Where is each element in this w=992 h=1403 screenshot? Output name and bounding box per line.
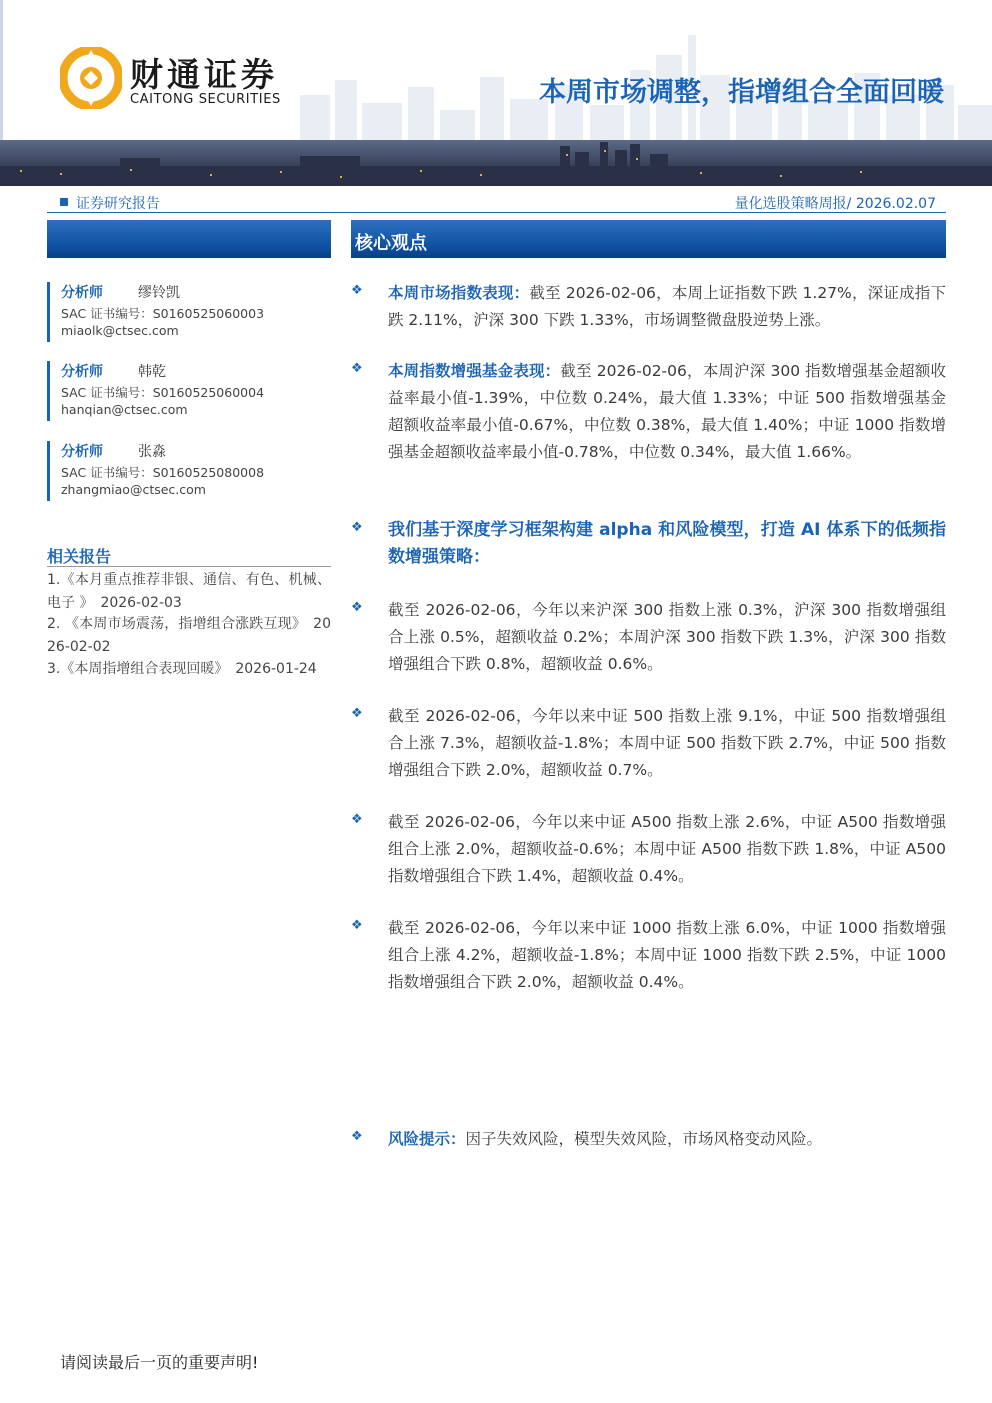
- report-type-text: 证券研究报告: [76, 196, 160, 212]
- analyst-email[interactable]: zhangmiao@ctsec.com: [61, 482, 206, 497]
- point-body: 截至 2026-02-06，本周沪深 300 指数增强基金超额收益率最小值-1.39%，中位数 0.24%，最大值 1.33%；中证 500 指数增强基金超额收益率最小值-0.67%，中位数 0.38%，最大值 1.40%；中证 1000 指数增强基金超额收益率最小值-0.78%，中位数 0.34%，最大值 1.66%。: [388, 362, 946, 461]
- point-body: 因子失效风险，模型失效风险，市场风格变动风险。: [465, 1130, 823, 1148]
- core-point: [351, 915, 946, 996]
- caitong-coin-icon: [60, 47, 122, 109]
- diamond-bullet-icon: ❖: [351, 1129, 363, 1144]
- point-body: 我们基于深度学习框架构建 alpha 和风险模型，打造 AI 体系下的低频指数增强策略：: [388, 520, 946, 567]
- report-type-label: [60, 193, 160, 213]
- core-point: [351, 517, 946, 571]
- diamond-bullet-icon: ❖: [351, 812, 363, 827]
- diamond-bullet-icon: ❖: [351, 706, 363, 721]
- analyst-role: 分析师: [61, 285, 103, 301]
- logo-chinese-name: 财通证券: [130, 55, 278, 94]
- disclaimer-note: 请阅读最后一页的重要声明!: [60, 1353, 259, 1372]
- core-view-title: 核心观点: [355, 233, 427, 254]
- core-point: [351, 809, 946, 890]
- analyst-role: 分析师: [61, 444, 103, 460]
- series-date-label: 量化选股策略周报/ 2026.02.07: [734, 196, 936, 212]
- point-heading: 风险提示：: [388, 1130, 466, 1148]
- analyst-name: 张淼: [138, 444, 166, 460]
- core-point: [351, 358, 946, 466]
- point-heading: 本周市场指数表现：: [388, 284, 530, 302]
- square-bullet-icon: [60, 198, 68, 206]
- analyst-sac-number: SAC 证书编号：S0160525060004: [61, 385, 265, 400]
- analyst-email[interactable]: miaolk@ctsec.com: [61, 323, 179, 338]
- point-body: 截至 2026-02-06，今年以来沪深 300 指数上涨 0.3%，沪深 300 指数增强组合上涨 0.5%，超额收益 0.2%；本周沪深 300 指数下跌 1.3%，沪深 300 指数增强组合下跌 0.8%，超额收益 0.6%。: [388, 601, 946, 673]
- header-divider: [47, 212, 946, 213]
- point-heading: 本周指数增强基金表现：: [388, 362, 561, 380]
- analyst-card: [47, 282, 334, 342]
- company-logo: [60, 45, 300, 115]
- analyst-sac-number: SAC 证书编号：S0160525060003: [61, 306, 265, 321]
- analyst-name: 韩乾: [138, 364, 166, 380]
- diamond-bullet-icon: ❖: [351, 918, 363, 933]
- analyst-card: [47, 361, 334, 421]
- point-body: 截至 2026-02-06，今年以来中证 1000 指数上涨 6.0%，中证 1000 指数增强组合上涨 4.2%，超额收益-1.8%；本周中证 1000 指数下跌 2.5%，中证 1000 指数增强组合下跌 2.0%，超额收益 0.4%。: [388, 919, 946, 991]
- related-reports-divider: [47, 566, 331, 567]
- report-title: 本周市场调整，指增组合全面回暖: [539, 77, 944, 108]
- core-point: [351, 703, 946, 784]
- related-report-item[interactable]: 1.《本月重点推荐非银、通信、有色、机械、电子 》 2026-02-03: [47, 572, 331, 611]
- related-reports-title: 相关报告: [47, 547, 112, 566]
- diamond-bullet-icon: ❖: [351, 361, 363, 376]
- analyst-email[interactable]: hanqian@ctsec.com: [61, 402, 188, 417]
- core-point-risk: [351, 1126, 946, 1153]
- diamond-bullet-icon: ❖: [351, 520, 363, 535]
- analyst-card: [47, 441, 334, 501]
- logo-english-name: CAITONG SECURITIES: [130, 92, 281, 107]
- left-column-banner: [47, 220, 331, 258]
- core-point: [351, 597, 946, 678]
- analyst-name: 缪铃凯: [138, 285, 180, 301]
- point-body: 截至 2026-02-06，本周上证指数下跌 1.27%，深证成指下跌 2.11%，沪深 300 下跌 1.33%，市场调整微盘股逆势上涨。: [388, 284, 946, 329]
- analyst-sac-number: SAC 证书编号：S0160525080008: [61, 465, 265, 480]
- core-view-banner: [351, 220, 946, 258]
- related-report-item[interactable]: 3.《本周指增组合表现回暖》 2026-01-24: [47, 661, 317, 677]
- point-body: 截至 2026-02-06，今年以来中证 500 指数上涨 9.1%，中证 500 指数增强组合上涨 7.3%，超额收益-1.8%；本周中证 500 指数下跌 2.7%，中证 500 指数增强组合下跌 2.0%，超额收益 0.7%。: [388, 707, 946, 779]
- diamond-bullet-icon: ❖: [351, 600, 363, 615]
- analyst-role: 分析师: [61, 364, 103, 380]
- related-report-item[interactable]: 2. 《本周市场震荡，指增组合涨跌互现》 2026-02-02: [47, 616, 331, 655]
- city-banner-image: [0, 140, 992, 186]
- core-point: [351, 280, 946, 334]
- point-body: 截至 2026-02-06，今年以来中证 A500 指数上涨 2.6%，中证 A500 指数增强组合上涨 2.0%，超额收益-0.6%；本周中证 A500 指数下跌 1.8%，中证 A500 指数增强组合下跌 1.4%，超额收益 0.4%。: [388, 813, 946, 885]
- diamond-bullet-icon: ❖: [351, 283, 363, 298]
